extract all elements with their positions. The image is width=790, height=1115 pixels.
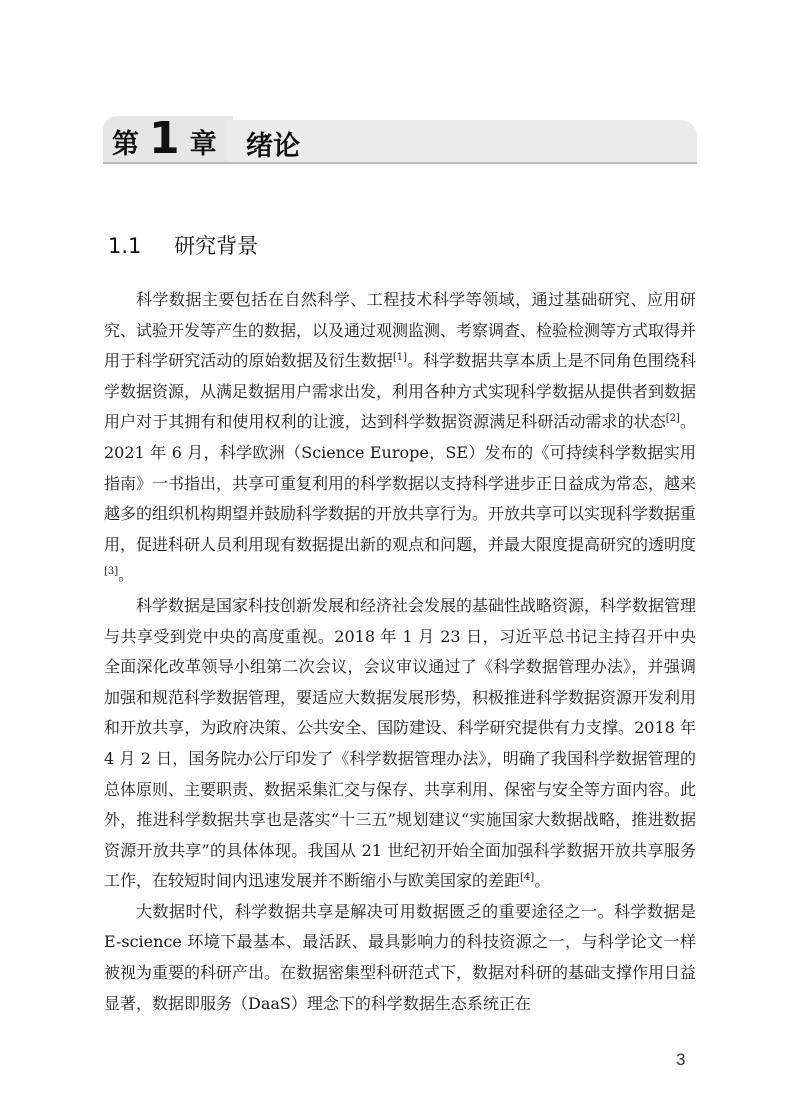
- citation-reference: [2]: [665, 413, 680, 425]
- chapter-number: 1: [149, 113, 180, 164]
- citation-reference: [4]: [520, 872, 535, 884]
- paragraph-text: 大数据时代，科学数据共享是解决可用数据匮乏的重要途径之一。科学数据是 E-science 环境下最基本、最活跃、最具影响力的科技资源之一，与科学论文一样被视为重要的科研产出。在数据密集型科研范式下，数据对科研的基础支撑作用日益显著，数据即服务（DaaS）理念下的科学数据生态系统正在: [104, 901, 697, 1013]
- section-heading: [108, 230, 258, 260]
- paragraph-text: 。科学数据共享本质上是不同角色围绕科学数据资源，从满足数据用户需求出发，利用各种方式实现科学数据从提供者到数据用户对于其拥有和使用权利的让渡，达到科学数据资源满足科研活动需求的状态: [104, 351, 697, 432]
- paragraph: [104, 897, 696, 1019]
- paragraph-text: 科学数据主要包括在自然科学、工程技术科学等领域，通过基础研究、应用研究、试验开发等产生的数据，以及通过观测监测、考察调查、检验检测等方式取得并用于科学研究活动的原始数据及衍生数据: [104, 290, 697, 371]
- citation-reference: [3]: [104, 566, 119, 578]
- citation-reference: [1]: [392, 352, 408, 364]
- page-number: 3: [676, 1050, 686, 1069]
- body-text: [104, 285, 696, 1019]
- chapter-label: [112, 114, 217, 164]
- paragraph: [104, 591, 696, 897]
- paragraph: [104, 285, 696, 591]
- section-number: 1.1: [108, 234, 142, 258]
- paragraph-text: 。2021 年 6 月，科学欧洲（Science Europe，SE）发布的《可持续科学数据实用指南》一书指出，共享可重复利用的科学数据以支持科学进步正日益成为常态，越来越多的组织机构期望并鼓励科学数据的开放共享行为。开放共享可以实现科学数据重用，促进科研人员利用现有数据提出新的观点和问题，并最大限度提高研究的透明度: [104, 412, 697, 554]
- paragraph-text: 科学数据是国家科技创新发展和经济社会发展的基础性战略资源，科学数据管理与共享受到党中央的高度重视。2018 年 1 月 23 日，习近平总书记主持召开中央全面深化改革领导小组第二次会议，会议审议通过了《科学数据管理办法》，并强调加强和规范科学数据管理，要适应大数据发展形势，积极推进科学数据资源开发利用和开放共享，为政府决策、公共安全、国防建设、科学研究提供有力支撑。2018 年 4 月 2 日，国务院办公厅印发了《科学数据管理办法》，明确了我国科学数据管理的总体原则、主要职责、数据采集汇交与保存、共享利用、保密与安全等方面内容。此外，推进科学数据共享也是落实“十三五”规划建议“实施国家大数据战略，推进数据资源开放共享”的具体体现。我国从 21 世纪初开始全面加强科学数据开放共享服务工作，在较短时间内迅速发展并不断缩小与欧美国家的差距: [104, 595, 697, 891]
- chapter-suffix: 章: [189, 129, 217, 160]
- chapter-title: 绪论: [246, 131, 300, 162]
- chapter-prefix: 第: [112, 129, 139, 160]
- paragraph-text: 。: [118, 565, 135, 585]
- section-title: 研究背景: [174, 234, 259, 258]
- paragraph-text: 。: [534, 871, 551, 891]
